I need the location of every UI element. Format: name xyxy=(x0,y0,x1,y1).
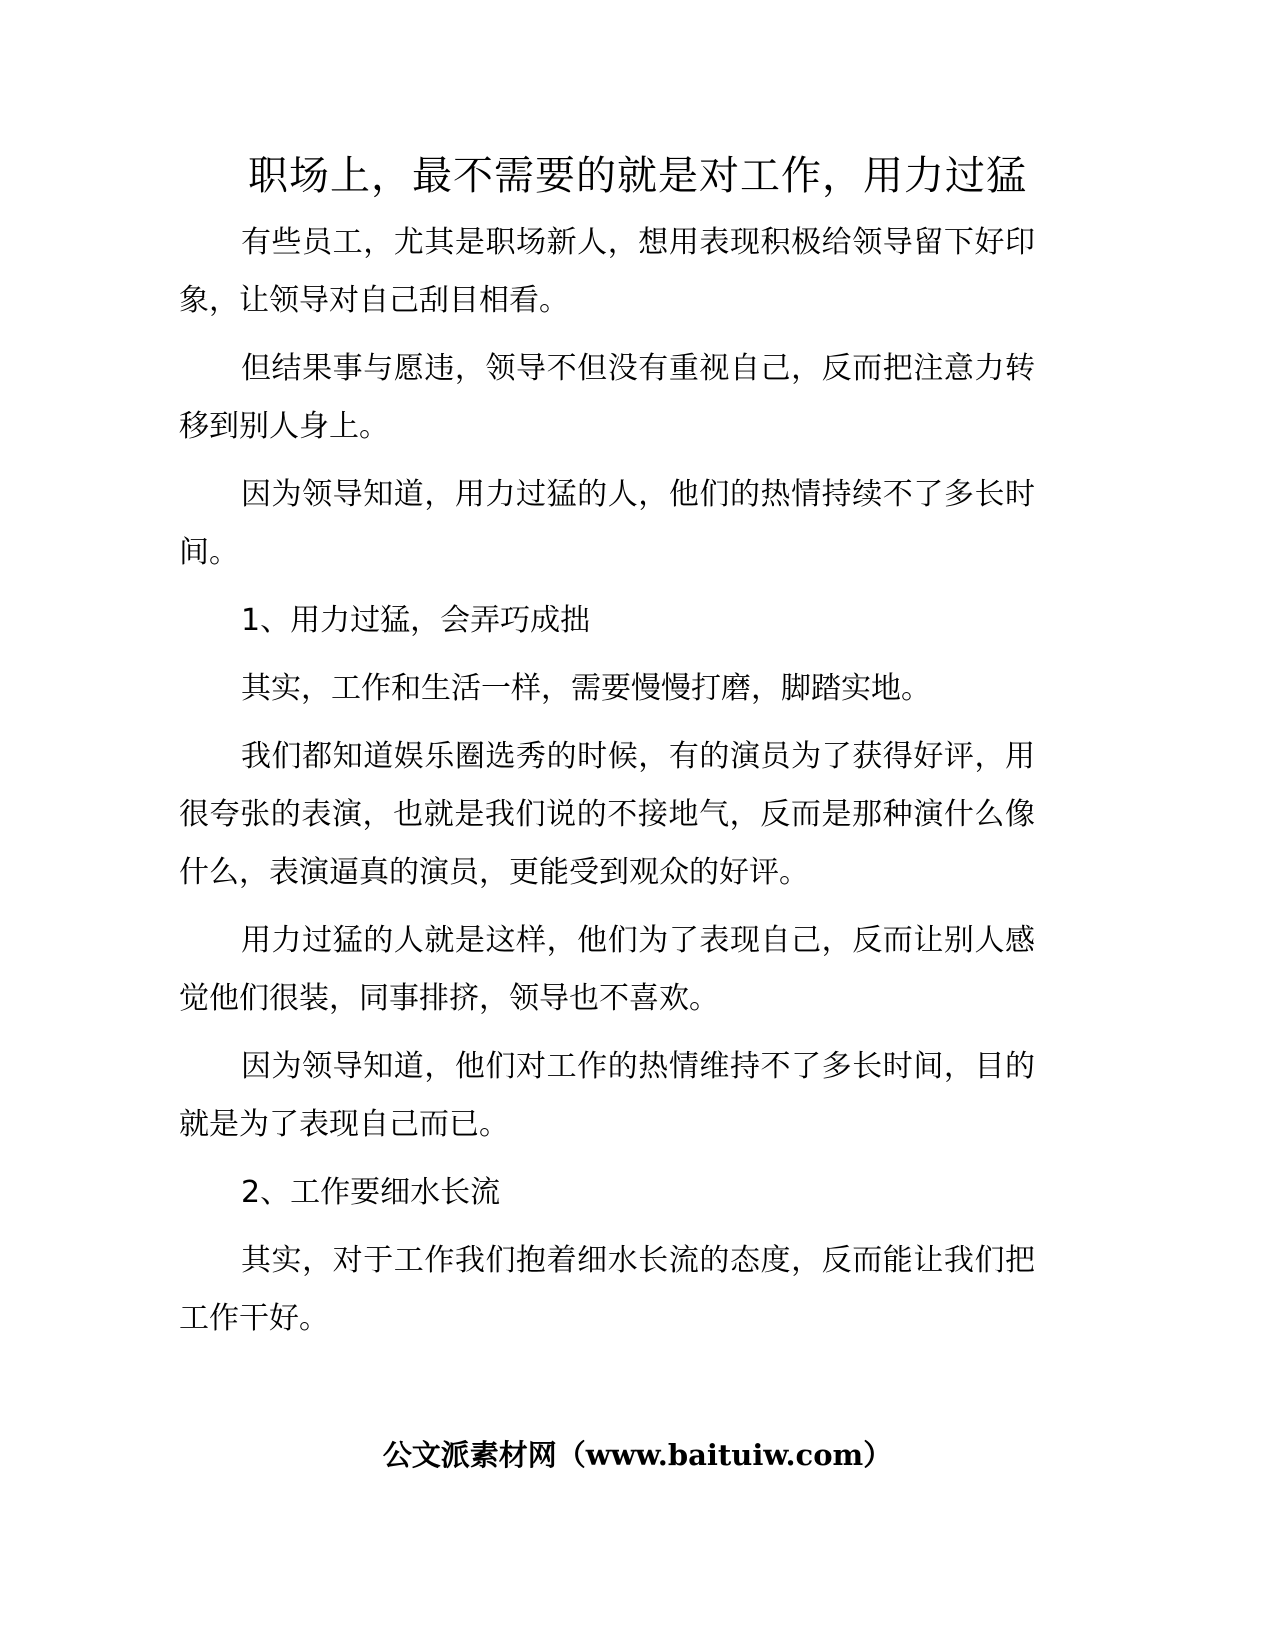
body-paragraph: 有些员工，尤其是职场新人，想用表现积极给领导留下好印象，让领导对自己刮目相看。 xyxy=(179,225,1035,318)
body-paragraph: 用力过猛的人就是这样，他们为了表现自己，反而让别人感觉他们很装，同事排挤，领导也不喜欢。 xyxy=(179,923,1035,1016)
body-paragraph: 因为领导知道，他们对工作的热情维持不了多长时间，目的就是为了表现自己而已。 xyxy=(179,1049,1035,1142)
body-paragraph: 其实，工作和生活一样，需要慢慢打磨，脚踏实地。 xyxy=(241,671,931,706)
document-body xyxy=(179,214,1035,1358)
section-heading: 1、用力过猛，会弄巧成拙 xyxy=(241,603,591,638)
body-paragraph: 我们都知道娱乐圈选秀的时候，有的演员为了获得好评，用很夸张的表演，也就是我们说的不接地气，反而是那种演什么像什么，表演逼真的演员，更能受到观众的好评。 xyxy=(179,739,1035,890)
body-paragraph: 但结果事与愿违，领导不但没有重视自己，反而把注意力转移到别人身上。 xyxy=(179,351,1035,444)
document-title: 职场上，最不需要的就是对工作，用力过猛 xyxy=(248,153,1027,199)
section-heading: 2、工作要细水长流 xyxy=(241,1175,501,1210)
body-paragraph: 其实，对于工作我们抱着细水长流的态度，反而能让我们把工作干好。 xyxy=(179,1243,1035,1336)
footer-source: 公文派素材网（www.baituiw.com） xyxy=(382,1438,893,1472)
body-paragraph: 因为领导知道，用力过猛的人，他们的热情持续不了多长时间。 xyxy=(179,477,1035,570)
